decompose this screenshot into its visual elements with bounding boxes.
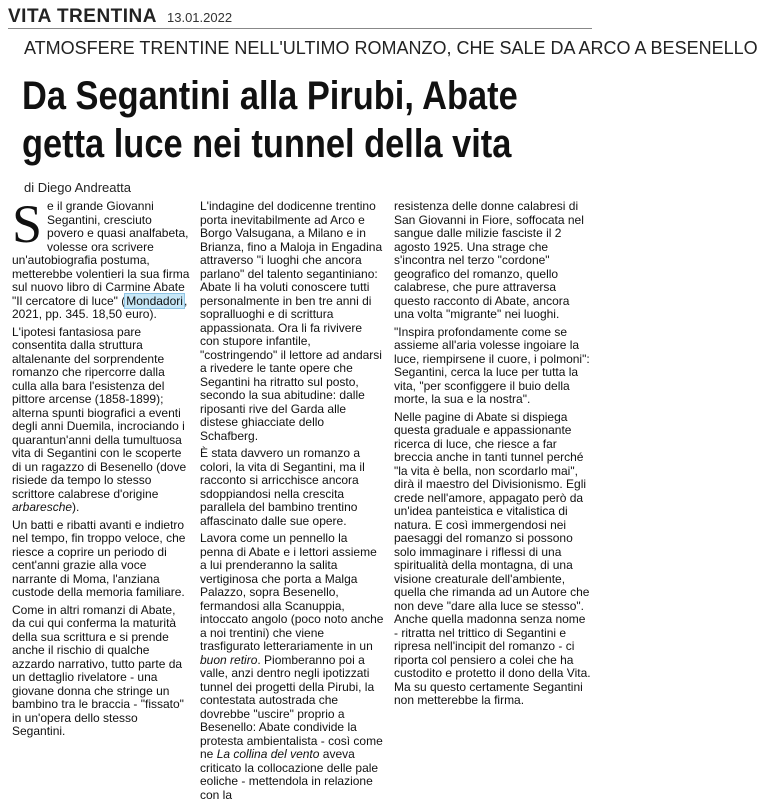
paragraph: L'ipotesi fantasiosa pare consentita dalla struttura altalenante del sorprendente romanzo che ripercorre dalla culla alla bara l'esistenza del pittore arcense (1858-1899); alterna spunti biografici a eventi degli anni Duemila, incrociando i quarantun'anni della tumultuosa vita di Segantini con le scoperte di un ragazzo di Besenello (dove risiede da tempo lo stesso scrittore calabrese d'origine arbaresche).: [12, 324, 187, 514]
paragraph: Lavora come un pennello la penna di Abate e i lettori assieme a lui prenderanno la salita vertiginosa che porta a Malga Palazzo, sopra Besenello, fermandosi alla Scanuppia, intoccato angolo (poco noto anche a noi trentini) che viene trasfigurato letterariamente in un buon retiro. Piomberanno poi a valle, anzi dentro negli ipotizzati tunnel dei progetti della Pirubi, la contestata autostrada che dovrebbe "uscire" proprio a Besenello: Abate condivide la protesta ambientalista - così come ne La collina del vento aveva criticato la collocazione delle pale eoliche - mettendola in relazione con la: [200, 531, 384, 802]
kicker: ATMOSFERE TRENTINE NELL'ULTIMO ROMANZO, CHE SALE DA ARCO A BESENELLO: [24, 38, 758, 58]
headline-line-1: Da Segantini alla Pirubi, Abate: [22, 74, 518, 118]
article-column-1: [12, 194, 190, 738]
masthead: [8, 6, 592, 29]
publication-date: 13.01.2022: [167, 10, 233, 25]
headline-line-2: getta luce nei tunnel della vita: [22, 122, 512, 166]
article-column-2: [200, 199, 384, 802]
highlighted-publisher: Mondadori: [126, 293, 183, 308]
paragraph: Se il grande Giovanni Segantini, cresciuto povero e quasi analfabeta, volesse ora scrivere un'autobiografia postuma, metterebbe volentieri la sua firma sul nuovo libro di Carmine Abate "Il cercatore di luce" (Mondadori, 2021, pp. 345. 18,50 euro).: [12, 194, 190, 321]
headline: [22, 72, 518, 168]
paragraph: Un batti e ribatti avanti e indietro nel tempo, fin troppo veloce, che riesce a coprire un periodo di cent'anni grazie alla voce narrante di Moma, l'anziana custode della memoria familiare.: [12, 517, 186, 599]
article-column-3: [394, 200, 592, 705]
byline: di Diego Andreatta: [24, 180, 131, 195]
paragraph: resistenza delle donne calabresi di San Giovanni in Fiore, soffocata nel sangue dalle milizie fasciste il 2 agosto 1925. Una strage che s'incontra nel terzo "cordone" geografico del romanzo, quello calabrese, che pure attraversa questo racconto di Abate, ancora una volta "migrante" nei luoghi.: [394, 199, 584, 321]
paragraph: L'indagine del dodicenne trentino porta inevitabilmente ad Arco e Borgo Valsugana, a Milano e in Brianza, fino a Maloja in Engadina attraverso "i luoghi che ancora parlano" del talento segantiniano: Abate li ha voluti conoscere tutti personalmente in ben tre anni di sopralluoghi e di scrittura appassionata. Ora li fa rivivere con stupore infantile, "costringendo" il lettore ad andarsi a rivedere le tante opere che Segantini ha ritratto sul posto, secondo la sua abitudine: dalle riposanti rive del Garda alle distese ghiacciate dello Schafberg.: [200, 199, 383, 443]
drop-cap: S: [12, 194, 43, 254]
paragraph: Come in altri romanzi di Abate, da cui qui conferma la maturità della sua scrittura e si prende anche il rischio di qualche azzardo narrativo, tutto parte da un dettaglio rivelatore - una giovane donna che stringe un bambino tra le braccia - "fissato" in un'opera dello stesso Segantini.: [12, 602, 184, 738]
section-title: VITA TRENTINA: [8, 6, 157, 27]
paragraph: È stata davvero un romanzo a colori, la vita di Segantini, ma il racconto si arricchisce ancora sdoppiandosi nella crescita parallela del bambino trentino affascinato dalle sue opere.: [200, 446, 365, 528]
paragraph: Nelle pagine di Abate si dispiega questa graduale e appassionante ricerca di luce, che riesce a far breccia anche in tanti tunnel perché "la vita è bella, non scordarlo mai", dirà il maestro del Divisionismo. Egli crede nell'amore, appagato però da un'idea panteistica e vitalistica di natura. E così immergendosi nei paesaggi del romanzo si possono solo immaginare i riflessi di una spiritualità della montagna, di una visione creaturale dell'ambiente, quella che rimanda ad un Autore che non deve "dare alla luce se stesso". Anche quella madonna senza nome - ritratta nel trittico di Segantini e ripresa nell'incipit del romanzo - ci riporta col pensiero a colei che ha custodito e protetto il dono della Vita. Ma su questo certamente Segantini non metterebbe la firma.: [394, 409, 591, 707]
paragraph: "Inspira profondamente come se assieme all'aria volesse ingoiare la luce, riempirsene il cuore, i polmoni": Segantini, cerca la luce per tutta la vita, "per sconfiggere il buio della morte, la sua e la nostra".: [394, 324, 590, 406]
